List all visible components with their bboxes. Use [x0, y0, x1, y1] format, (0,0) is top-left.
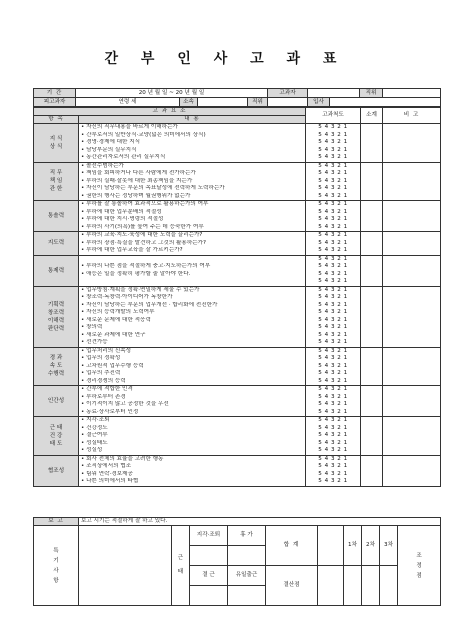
item-label: 업무의 정확성	[86, 355, 121, 361]
item-header: 항 목	[34, 116, 79, 124]
item-text: • 성실성	[81, 447, 103, 453]
scale-option[interactable]: 5 4 3 2 1	[318, 316, 348, 323]
scale-option[interactable]: 5 4 3 2 1	[318, 339, 348, 345]
section-items	[79, 347, 306, 386]
rater-label: 고과자	[268, 89, 308, 98]
absence-field[interactable]	[190, 586, 228, 606]
item-label: 부하에 대한 업무교육을 잘 가르키는가?	[86, 247, 183, 253]
item-text: • 담당부문의 실무지식	[81, 146, 137, 153]
scale-option[interactable]: 5 4 3 2 1	[318, 347, 348, 354]
report-text: 보고 시기는 적절하게 잘 하고 있다.	[79, 518, 441, 526]
lateness-field[interactable]	[190, 546, 228, 566]
section-scale[interactable]	[306, 286, 361, 347]
item-label: 부하를 잘 통솔하여 효과적으로 활용하는가의 여부	[86, 201, 209, 207]
unpaid-label: 유일출근	[228, 566, 266, 586]
item-text: • 창조력·독창력·아이디어가 독창한가	[81, 294, 173, 300]
item-label: 부하로부터 존경	[86, 393, 126, 400]
item-text: • 동료·상사로부터 인정	[81, 408, 139, 415]
scale-option[interactable]: 5 4 3 2 1	[318, 324, 348, 330]
leave-label: 휴 가	[228, 526, 266, 546]
item-label: 부하의 장점·특질을 발견하고 그것의 활용하는가?	[86, 239, 207, 246]
adjust-label: 조 정 점	[398, 526, 441, 606]
item-label: 성실태도	[86, 439, 108, 446]
item-label: 새로운 과제에 대한 연구	[86, 331, 146, 338]
section-name: 통제력	[34, 255, 79, 286]
scale-option[interactable]: 5 4 3 2 1	[318, 331, 348, 338]
scale-option[interactable]: 5 4 3 2 1	[318, 278, 348, 284]
absence-label: 결 근	[190, 566, 228, 586]
item-label: 경리경쟁의 능력	[86, 377, 126, 384]
section-name: 지 식 상 식	[34, 124, 79, 163]
scale-option[interactable]: 5 4 3 2 1	[318, 309, 348, 315]
item-text: • 이기적이지 않고 공정한 것을 우선	[81, 401, 169, 407]
section-name: 통솔력	[34, 201, 79, 232]
item-text: • 지각·조퇴	[81, 417, 110, 423]
section-name: 기획력 창조력 이해력 판단력	[34, 286, 79, 347]
section-items	[79, 386, 306, 417]
item-label: 창조력·독창력·아이디어가 독창한가	[86, 294, 173, 300]
item-text: • 권한의 행사는 정당하며 월권행위가 없는가	[81, 192, 191, 199]
section-items	[79, 286, 306, 347]
second-field[interactable]	[362, 566, 380, 606]
section-row	[34, 455, 441, 486]
subtotal-field[interactable]	[361, 232, 383, 256]
subtotal-field[interactable]	[361, 201, 383, 232]
section-row	[34, 347, 441, 386]
title-field[interactable]	[268, 98, 308, 107]
first-label: 1차	[344, 526, 362, 566]
first-field[interactable]	[344, 566, 362, 606]
item-text: • 간부로서의 일반상식·교양(넓은 의미에서의 상식)	[81, 131, 206, 138]
item-text: • 솔선수범하는가	[81, 162, 124, 169]
dept-field[interactable]	[198, 98, 248, 107]
item-text: • 부하에 대한 업무분배의 적절성	[81, 208, 162, 215]
section-scale[interactable]	[306, 386, 361, 417]
section-items	[79, 417, 306, 456]
section-name: 직 무 책 임 관 한	[34, 162, 79, 201]
scale-option[interactable]: 5 4 3 2 1	[318, 170, 348, 176]
remark-field[interactable]	[383, 201, 441, 232]
item-text: • 업무의 추진력	[81, 370, 121, 376]
special-notes-label: 특 기 사 항	[34, 526, 79, 606]
item-label: 지각·조퇴	[86, 417, 110, 423]
scale-option[interactable]: 5 4 3 2 1	[318, 247, 348, 253]
section-name: 경 과 속 도 수행력	[34, 347, 79, 386]
rater-field[interactable]	[308, 89, 360, 98]
content-header: 내 용	[79, 116, 306, 124]
item-label: 애등은 일을 정확히 평가할 줄 알아야 한다.	[86, 270, 191, 277]
scale-option[interactable]: 5 4 3 2 1	[318, 370, 348, 376]
remark-field[interactable]	[383, 455, 441, 486]
scale-option[interactable]: 5 4 3 2 1	[318, 424, 348, 431]
scale-option[interactable]: 5 4 3 2 1	[318, 377, 348, 384]
scale-option[interactable]: 5 4 3 2 1	[318, 294, 348, 300]
scale-option[interactable]: 5 4 3 2 1	[318, 417, 348, 423]
scale-option[interactable]: 5 4 3 2 1	[318, 455, 348, 462]
section-scale[interactable]	[306, 201, 361, 232]
item-label: 부하의 교육·지도·육성에 대한 노력을 끌리는가?	[86, 232, 203, 238]
subtotal-field[interactable]	[361, 255, 383, 286]
section-row	[34, 255, 441, 286]
item-text	[81, 256, 303, 264]
item-text: • 부하의 교육·지도·육성에 대한 노력을 끌리는가?	[81, 232, 203, 238]
section-items	[79, 255, 306, 286]
leave-field[interactable]	[228, 546, 266, 566]
item-text: • 새로운 문제에 대한 적응력	[81, 316, 151, 323]
item-label: 부하의 사기(의욕)를 높여 주는 데 능숙한가 여부	[86, 223, 204, 230]
section-scale[interactable]	[306, 417, 361, 456]
subtotal-field[interactable]	[361, 417, 383, 456]
item-label: 이기적이지 않고 공정한 것을 우선	[86, 401, 169, 407]
section-items	[79, 455, 306, 486]
scale-option[interactable]: 5 4 3 2 1	[318, 154, 348, 160]
section-scale[interactable]	[306, 124, 361, 163]
item-text: • 결근여부	[81, 432, 108, 438]
scale-option[interactable]: 5 4 3 2 1	[318, 362, 348, 369]
ratee-label: 피고과자	[34, 98, 76, 107]
page-title: 간 부 인 사 고 과 표	[104, 51, 346, 67]
section-items	[79, 162, 306, 201]
scale-option[interactable]: 5 4 3 2 1	[318, 439, 348, 446]
item-text: • 부하의 장점·특질을 발견하고 그것의 활용하는가?	[81, 239, 207, 246]
item-text: • 부하에 대한 지시·명령의 적절성	[81, 216, 164, 222]
total-label: 합 계	[266, 526, 318, 566]
item-text: • 부하를 잘 통솔하여 효과적으로 활용하는가의 여부	[81, 201, 209, 207]
scale-option[interactable]: 5 4 3 2 1	[318, 463, 348, 469]
total-field[interactable]	[318, 526, 344, 566]
item-text: • 건강정도	[81, 424, 108, 431]
remark-header: 비 고	[383, 108, 441, 124]
scale-option[interactable]: 5 4 3 2 1	[318, 447, 348, 453]
section-scale[interactable]	[306, 232, 361, 256]
rater-position-field[interactable]	[383, 89, 441, 98]
second-label: 2차	[362, 526, 380, 566]
item-label: 자신이 담당하는 부문의 목표달성에 전력하게 노력하는가	[86, 185, 225, 191]
remark-field[interactable]	[383, 255, 441, 286]
item-text: • 업무방침·계획을 정확·면밀하게 세울 수 있는가	[81, 286, 200, 293]
section-items	[79, 232, 306, 256]
remark-field[interactable]	[383, 417, 441, 456]
item-label: 선견가능	[86, 339, 108, 345]
item-label: 담당부문의 실무지식	[86, 146, 137, 153]
item-text: • 자신의 능력개발의 노력여부	[81, 309, 155, 315]
scale-option[interactable]: 5 4 3 2 1	[318, 139, 348, 145]
item-label: 동료·상사로부터 인정	[86, 408, 139, 415]
item-text: • 책임을 회피하거나 다른 사람에게 전가하는가	[81, 170, 196, 176]
item-text: • 경리경쟁의 능력	[81, 377, 126, 384]
item-label: 자신의 능력개발의 노력여부	[86, 309, 155, 315]
item-label: 성실성	[86, 447, 103, 453]
remark-field[interactable]	[383, 124, 441, 163]
remark-field[interactable]	[383, 162, 441, 201]
subtotal-field[interactable]	[361, 286, 383, 347]
section-scale[interactable]	[306, 162, 361, 201]
section-name: 협조성	[34, 455, 79, 486]
item-text: • 경영·경제에 대한 지식	[81, 139, 141, 145]
section-items	[79, 124, 306, 163]
settlement-label: 결산점	[266, 566, 318, 606]
item-label: 권한의 행사는 정당하며 월권행위가 없는가	[86, 192, 191, 199]
item-label: 솔선수범하는가	[86, 162, 124, 169]
section-row	[34, 232, 441, 256]
item-text: • 부하의 실패·잘못에 대한 최종책임을 지는가	[81, 177, 193, 184]
item-label: 부하에 대한 업무분배의 적절성	[86, 208, 162, 215]
subtotal-field[interactable]	[361, 455, 383, 486]
subtotal-field[interactable]	[361, 386, 383, 417]
item-text: • 회사 전체의 효율을 고려한 행동	[81, 455, 164, 462]
item-text: • 부하에 대한 업무교육을 잘 가르키는가?	[81, 247, 183, 253]
scale-option[interactable]: 5 4 3 2 1	[318, 470, 348, 477]
item-label: 새로운 문제에 대한 적응력	[86, 316, 151, 323]
section-row	[34, 417, 441, 456]
scale-option[interactable]: 5 4 3 2 1	[318, 216, 348, 222]
scale-option[interactable]: 5 4 3 2 1	[318, 401, 348, 407]
item-text: • 동간관리자로서의 관리 실무지식	[81, 154, 166, 160]
section-row	[34, 201, 441, 232]
section-scale[interactable]	[306, 347, 361, 386]
item-text: • 업무처리의 신속성	[81, 347, 132, 354]
subtotal-field[interactable]	[361, 347, 383, 386]
item-label: 팀워 연락·경보제공	[86, 470, 133, 477]
group-header: 고 과 요 소	[34, 108, 306, 116]
scale-option[interactable]: 5 4 3 2 1	[318, 270, 348, 277]
item-label: 업무처리의 신속성	[86, 347, 132, 354]
subtotal-header: 소계	[361, 108, 383, 124]
unpaid-field[interactable]	[228, 586, 266, 606]
eval-header: 고과척도	[306, 108, 361, 124]
period-label: 기 간	[34, 89, 76, 98]
scale-option[interactable]: 5 4 3 2 1	[318, 192, 348, 199]
item-label: 건강정도	[86, 424, 108, 431]
attendance-label: 근 태	[172, 526, 190, 606]
item-text: • 부하의 사기(의욕)를 높여 주는 데 능숙한가 여부	[81, 223, 204, 230]
item-label: 자신의 직무내용을 바르게 이해하는가	[86, 124, 178, 130]
item-text: • 부하의 나쁜 점을 적절하게 충고·지도하는가의 여부	[81, 263, 211, 269]
item-text: • 성실태도	[81, 439, 108, 446]
title-label: 직위	[248, 98, 268, 107]
item-label: 부하의 실패·잘못에 대한 최종책임을 지는가	[86, 177, 193, 184]
scale-option[interactable]: 5 4 3 2 1	[318, 146, 348, 153]
footer-table	[33, 517, 441, 606]
scale-option[interactable]: 5 4 3 2 1	[318, 177, 348, 184]
remark-field[interactable]	[383, 232, 441, 256]
period-field[interactable]: 20 년 월 일 ~ 20 년 월 일	[76, 89, 268, 98]
settlement-field[interactable]	[318, 566, 344, 606]
join-label: 입사	[308, 98, 330, 107]
header-table	[33, 88, 441, 107]
scale-option[interactable]: 5 4 3 2 1	[318, 162, 348, 169]
scale-option[interactable]: 5 4 3 2 1	[318, 263, 348, 269]
scale-option[interactable]: 5 4 3 2 1	[318, 208, 348, 215]
item-text	[81, 278, 303, 286]
item-text: • 자신이 담당하는 부문의 목표달성에 전력하게 노력하는가	[81, 185, 225, 191]
scale-option[interactable]: 5 4 3 2 1	[318, 301, 348, 308]
age-field[interactable]: 연령 세	[76, 98, 180, 107]
special-notes-field[interactable]	[79, 526, 172, 606]
item-text: • 고차원적 업무수행 능력	[81, 362, 144, 369]
lateness-label: 지각·조퇴	[190, 526, 228, 546]
subtotal-field[interactable]	[361, 162, 383, 201]
item-label: 책임을 회피하거나 다른 사람에게 전가하는가	[86, 170, 196, 176]
item-label: 창의력	[86, 324, 103, 330]
section-row	[34, 386, 441, 417]
item-label: 자신이 담당하는 부문의 업무개선 · 합리화에 전진한가	[86, 301, 218, 308]
scale-option[interactable]: 5 4 3 2 1	[318, 386, 348, 392]
item-label: 조직상에서의 협조	[86, 463, 132, 469]
scale-option[interactable]: 5 4 3 2 1	[318, 478, 348, 484]
rater-position-label: 직위	[360, 89, 383, 98]
item-label: 경영·경제에 대한 지식	[86, 139, 141, 145]
item-text: • 애등은 일을 정확히 평가할 줄 알아야 한다.	[81, 270, 191, 277]
subtotal-field[interactable]	[361, 124, 383, 163]
scale-option[interactable]: 5 4 3 2 1	[318, 286, 348, 293]
scale-option[interactable]: 5 4 3 2 1	[318, 185, 348, 191]
section-name: 지도력	[34, 232, 79, 256]
scale-option[interactable]: 5 4 3 2 1	[318, 408, 348, 415]
section-scale[interactable]	[306, 255, 361, 286]
item-text: • 나쁜 의미에서의 타협	[81, 478, 139, 484]
item-text: • 팀워 연락·경보제공	[81, 470, 133, 477]
scale-option[interactable]: 5 4 3 2 1	[318, 432, 348, 438]
section-row	[34, 124, 441, 163]
evaluation-table	[33, 107, 441, 487]
scale-option[interactable]: 5 4 3 2 1	[318, 223, 348, 230]
join-field[interactable]	[330, 98, 441, 107]
scale-option[interactable]: 5 4 3 2 1	[318, 255, 348, 262]
remark-field[interactable]	[383, 386, 441, 417]
scale-option[interactable]: 5 4 3 2 1	[318, 393, 348, 400]
scale-option[interactable]: 5 4 3 2 1	[318, 201, 348, 207]
item-text: • 새로운 과제에 대한 연구	[81, 331, 146, 338]
item-text: • 자신이 담당하는 부문의 업무개선 · 합리화에 전진한가	[81, 301, 218, 308]
report-label: 보 고	[34, 518, 79, 526]
item-label: 나쁜 의미에서의 타협	[86, 478, 139, 484]
section-items	[79, 201, 306, 232]
scale-option[interactable]: 5 4 3 2 1	[318, 239, 348, 246]
item-text: • 선견가능	[81, 339, 108, 345]
section-name: 근 태 건 강 태 도	[34, 417, 79, 456]
item-text: • 조직상에서의 협조	[81, 463, 132, 469]
scale-option[interactable]: 5 4 3 2 1	[318, 131, 348, 138]
item-text: • 부하로부터 존경	[81, 393, 126, 400]
item-label: 회사 전체의 효율을 고려한 행동	[86, 455, 164, 462]
item-label: 부하의 나쁜 점을 적절하게 충고·지도하는가의 여부	[86, 263, 211, 269]
item-label: 동간관리자로서의 관리 실무지식	[86, 154, 166, 160]
item-label: 업무방침·계획을 정확·면밀하게 세울 수 있는가	[86, 286, 200, 293]
scale-option[interactable]: 5 4 3 2 1	[318, 124, 348, 130]
item-label: 부하에 대한 지시·명령의 적절성	[86, 216, 164, 222]
item-label: 결근여부	[86, 432, 108, 438]
third-label: 3차	[380, 526, 398, 566]
item-text: • 창의력	[81, 324, 103, 330]
section-scale[interactable]	[306, 455, 361, 486]
item-label: 간부로서의 일반상식·교양(넓은 의미에서의 상식)	[86, 131, 206, 138]
item-text: • 자신의 직무내용을 바르게 이해하는가	[81, 124, 178, 130]
third-field[interactable]	[380, 566, 398, 606]
section-row	[34, 162, 441, 201]
scale-option[interactable]: 5 4 3 2 1	[318, 232, 348, 238]
item-label: 업무의 추진력	[86, 370, 121, 376]
section-row	[34, 286, 441, 347]
section-name: 인간성	[34, 386, 79, 417]
scale-option[interactable]: 5 4 3 2 1	[318, 355, 348, 361]
remark-field[interactable]	[383, 286, 441, 347]
item-text: • 간부에 적합한 인격	[81, 386, 133, 392]
item-label: 고차원적 업무수행 능력	[86, 362, 144, 369]
item-text: • 업무의 정확성	[81, 355, 121, 361]
remark-field[interactable]	[383, 347, 441, 386]
item-label: 간부에 적합한 인격	[86, 386, 133, 392]
dept-label: 소속	[180, 98, 198, 107]
